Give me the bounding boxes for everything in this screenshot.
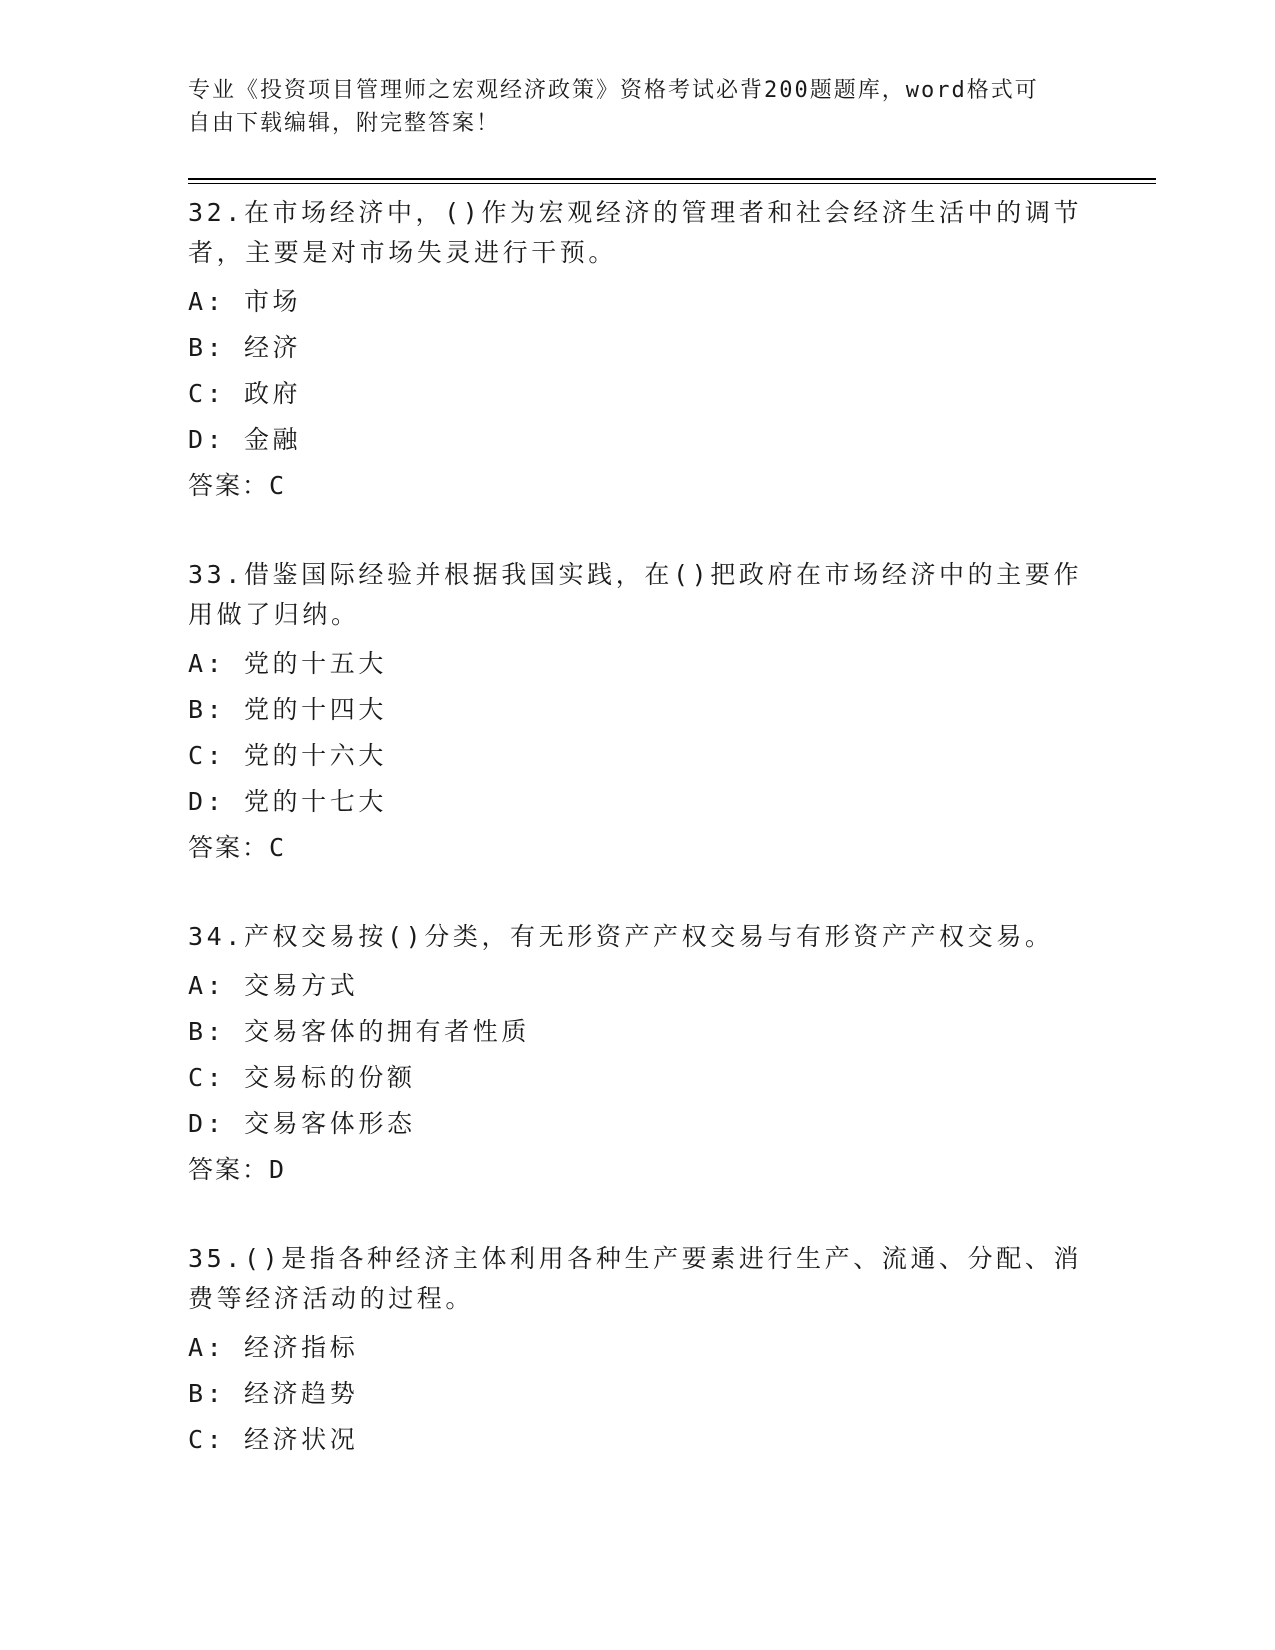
question-list — [188, 193, 1088, 1509]
answer-label: 答案： — [188, 833, 270, 862]
option-c: C: 政府 — [188, 379, 302, 408]
option-c: C: 党的十六大 — [188, 741, 387, 770]
option-c: C: 经济状况 — [188, 1425, 359, 1454]
question-stem — [188, 917, 1088, 957]
answer-label: 答案： — [188, 1155, 270, 1184]
option-a: A: 经济指标 — [188, 1333, 359, 1362]
question-stem — [188, 555, 1088, 635]
answer-value: D — [269, 1155, 287, 1184]
question-stem-line-1: 35.()是指各种经济主体利用各种生产要素进行生产、流通、分配、消 — [188, 1244, 1083, 1273]
question-stem-line-2: 费等经济活动的过程。 — [188, 1284, 475, 1313]
question-33 — [188, 555, 1088, 871]
option-a: A: 市场 — [188, 287, 302, 316]
option-b: B: 经济趋势 — [188, 1379, 359, 1408]
question-stem-line-1: 34.产权交易按()分类，有无形资产产权交易与有形资产产权交易。 — [188, 922, 1054, 951]
answer-value: C — [269, 833, 287, 862]
question-stem-line-2: 者，主要是对市场失灵进行干预。 — [188, 238, 618, 267]
option-a: A: 党的十五大 — [188, 649, 387, 678]
question-34 — [188, 917, 1088, 1193]
answer-line — [188, 825, 1088, 871]
option-b: B: 经济 — [188, 333, 302, 362]
answer-line — [188, 1147, 1088, 1193]
question-stem — [188, 193, 1088, 273]
option-b: B: 交易客体的拥有者性质 — [188, 1017, 530, 1046]
question-stem-line-1: 32.在市场经济中，()作为宏观经济的管理者和社会经济生活中的调节 — [188, 198, 1083, 227]
question-32 — [188, 193, 1088, 509]
option-d: D: 金融 — [188, 425, 302, 454]
header-line-2: 自由下载编辑，附完整答案！ — [188, 111, 501, 136]
header-line-1: 专业《投资项目管理师之宏观经济政策》资格考试必背200题题库，word格式可 — [188, 78, 1039, 103]
header-divider-thin — [188, 183, 1156, 184]
answer-line — [188, 463, 1088, 509]
option-c: C: 交易标的份额 — [188, 1063, 416, 1092]
question-stem — [188, 1239, 1088, 1319]
option-b: B: 党的十四大 — [188, 695, 387, 724]
option-d: D: 党的十七大 — [188, 787, 387, 816]
header-divider-thick — [188, 178, 1156, 180]
answer-value: C — [269, 471, 287, 500]
document-header — [188, 74, 1088, 140]
answer-label: 答案： — [188, 471, 270, 500]
question-stem-line-1: 33.借鉴国际经验并根据我国实践，在()把政府在市场经济中的主要作 — [188, 560, 1083, 589]
question-stem-line-2: 用做了归纳。 — [188, 600, 360, 629]
option-d: D: 交易客体形态 — [188, 1109, 416, 1138]
question-35 — [188, 1239, 1088, 1463]
option-a: A: 交易方式 — [188, 971, 359, 1000]
